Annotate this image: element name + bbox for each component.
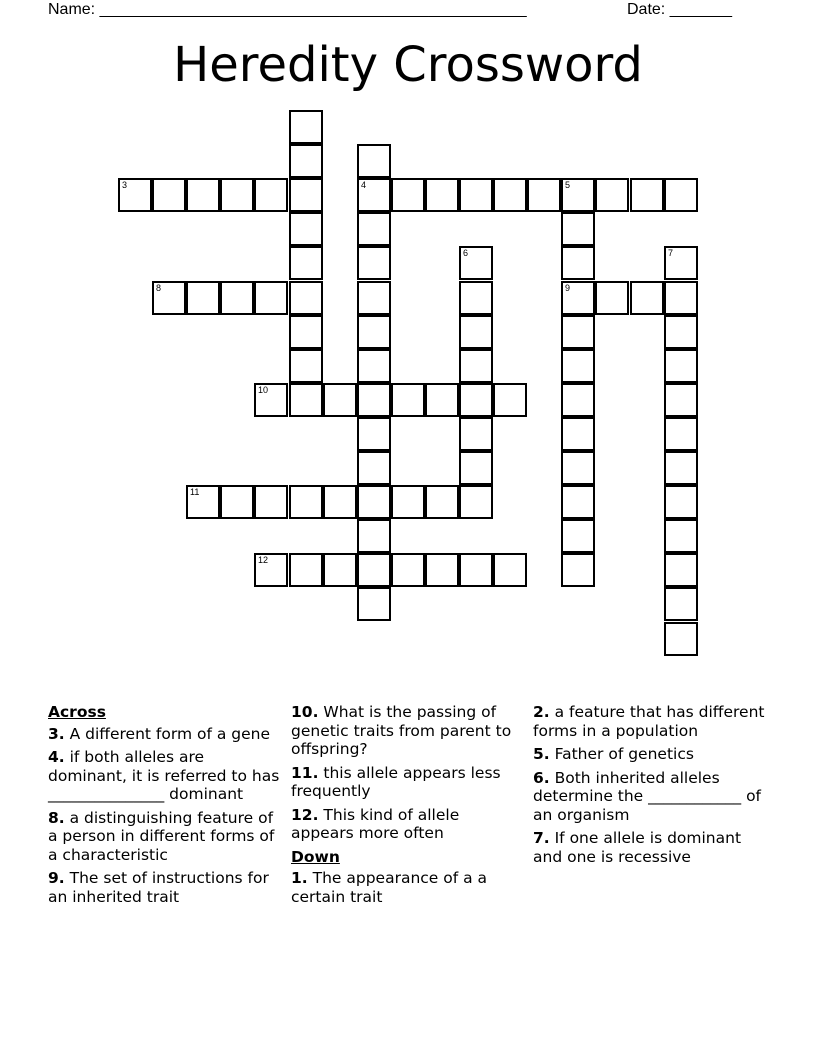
clue-number: 8. <box>48 808 65 827</box>
clue-text: If one allele is dominant and one is recessive <box>533 829 742 866</box>
clue-text: a distinguishing feature of a person in different forms of a characteristic <box>48 808 275 864</box>
clue-text: Father of genetics <box>549 745 694 763</box>
grid-cell[interactable] <box>493 178 527 212</box>
grid-cell[interactable] <box>254 485 288 519</box>
grid-cell[interactable] <box>186 485 220 519</box>
clue-text: this allele appears less frequently <box>291 763 501 800</box>
cell-number: 10 <box>258 385 269 395</box>
grid-cell[interactable] <box>561 519 595 553</box>
grid-cell[interactable] <box>289 349 323 383</box>
across-clue <box>48 869 280 906</box>
grid-cell[interactable] <box>425 178 459 212</box>
clue-number: 7. <box>533 829 550 847</box>
grid-cell[interactable] <box>493 553 527 587</box>
grid-cell[interactable] <box>357 519 391 553</box>
grid-cell[interactable] <box>561 349 595 383</box>
grid-cell[interactable] <box>664 587 698 621</box>
cell-number: 9 <box>565 283 571 293</box>
clue-text: This kind of allele appears more often <box>291 805 460 842</box>
grid-cell[interactable] <box>357 587 391 621</box>
clue-number: 9. <box>48 869 65 887</box>
cell-number: 8 <box>156 283 162 293</box>
grid-cell[interactable] <box>289 281 323 315</box>
down-heading: Down <box>291 847 340 866</box>
grid-cell[interactable] <box>254 553 288 587</box>
grid-cell[interactable] <box>527 178 561 212</box>
grid-cell[interactable] <box>561 553 595 587</box>
down-clue <box>291 869 523 906</box>
grid-cell[interactable] <box>561 246 595 280</box>
down-clue <box>533 703 765 740</box>
clue-number: 5. <box>533 745 550 763</box>
grid-cell[interactable] <box>357 349 391 383</box>
name-field-label: Name: ________________________________________________ <box>48 1 527 18</box>
grid-cell[interactable] <box>289 246 323 280</box>
grid-cell[interactable] <box>493 383 527 417</box>
grid-cell[interactable] <box>357 315 391 349</box>
across-clue <box>48 748 280 804</box>
grid-cell[interactable] <box>118 178 152 212</box>
grid-cell[interactable] <box>357 246 391 280</box>
grid-cell[interactable] <box>630 178 664 212</box>
grid-cell[interactable] <box>391 178 425 212</box>
grid-cell[interactable] <box>561 451 595 485</box>
grid-cell[interactable] <box>357 212 391 246</box>
grid-cell[interactable] <box>254 383 288 417</box>
down-clue <box>533 769 765 825</box>
clue-text: What is the passing of genetic traits from parent to offspring? <box>291 703 512 758</box>
grid-cell[interactable] <box>459 281 493 315</box>
across-clue <box>48 809 280 865</box>
grid-cell[interactable] <box>357 383 391 417</box>
grid-cell[interactable] <box>459 315 493 349</box>
cell-number: 6 <box>463 248 469 258</box>
grid-cell[interactable] <box>561 485 595 519</box>
cell-number: 12 <box>258 555 269 565</box>
grid-cell[interactable] <box>425 553 459 587</box>
grid-cell[interactable] <box>357 553 391 587</box>
header-line <box>48 0 768 20</box>
grid-cell[interactable] <box>561 383 595 417</box>
across-clue <box>291 806 523 843</box>
grid-cell[interactable] <box>289 383 323 417</box>
grid-cell[interactable] <box>561 178 595 212</box>
clue-text: if both alleles are dominant, it is referred to has _______________ dominant <box>48 748 280 803</box>
cell-number: 11 <box>190 487 200 497</box>
clue-text: The appearance of a a certain trait <box>291 869 488 906</box>
grid-cell[interactable] <box>220 178 254 212</box>
grid-cell[interactable] <box>664 349 698 383</box>
clue-number: 11. <box>291 763 319 782</box>
grid-cell[interactable] <box>357 178 391 212</box>
grid-cell[interactable] <box>289 485 323 519</box>
grid-cell[interactable] <box>664 622 698 656</box>
grid-cell[interactable] <box>595 178 629 212</box>
grid-cell[interactable] <box>664 451 698 485</box>
clue-number: 1. <box>291 869 308 887</box>
grid-cell[interactable] <box>459 383 493 417</box>
grid-cell[interactable] <box>630 281 664 315</box>
cell-number: 7 <box>668 248 674 258</box>
across-clue <box>291 703 523 759</box>
grid-cell[interactable] <box>459 485 493 519</box>
grid-cell[interactable] <box>459 246 493 280</box>
clues-column-2 <box>291 703 523 911</box>
grid-cell[interactable] <box>561 315 595 349</box>
grid-cell[interactable] <box>323 383 357 417</box>
down-clue <box>533 829 765 866</box>
clues-column-1 <box>48 703 280 911</box>
grid-cell[interactable] <box>220 485 254 519</box>
grid-cell[interactable] <box>357 281 391 315</box>
grid-cell[interactable] <box>664 246 698 280</box>
page-title: Heredity Crossword <box>173 37 643 93</box>
clue-number: 10. <box>291 703 319 721</box>
grid-cell[interactable] <box>323 485 357 519</box>
cell-number: 4 <box>361 180 367 190</box>
clues-column-3 <box>533 703 765 871</box>
grid-cell[interactable] <box>459 349 493 383</box>
grid-cell[interactable] <box>664 485 698 519</box>
grid-cell[interactable] <box>254 178 288 212</box>
down-clue <box>533 745 765 764</box>
grid-cell[interactable] <box>664 417 698 451</box>
date-field-label: Date: _______ <box>627 1 732 18</box>
grid-cell[interactable] <box>357 485 391 519</box>
cell-number: 5 <box>565 180 571 190</box>
clue-number: 12. <box>291 805 319 824</box>
grid-cell[interactable] <box>459 451 493 485</box>
grid-cell[interactable] <box>289 110 323 144</box>
grid-cell[interactable] <box>664 519 698 553</box>
grid-cell[interactable] <box>289 144 323 178</box>
grid-cell[interactable] <box>459 553 493 587</box>
clue-number: 2. <box>533 703 550 721</box>
clue-text: Both inherited alleles determine the ____________ of an organism <box>533 768 762 824</box>
grid-cell[interactable] <box>289 178 323 212</box>
grid-cell[interactable] <box>664 315 698 349</box>
grid-cell[interactable] <box>459 417 493 451</box>
grid-cell[interactable] <box>561 417 595 451</box>
grid-cell[interactable] <box>289 553 323 587</box>
across-clue <box>291 764 523 801</box>
grid-cell[interactable] <box>391 485 425 519</box>
grid-cell[interactable] <box>357 144 391 178</box>
clue-text: The set of instructions for an inherited trait <box>48 869 269 906</box>
cell-number: 3 <box>122 180 128 190</box>
grid-cell[interactable] <box>357 417 391 451</box>
grid-cell[interactable] <box>664 178 698 212</box>
grid-cell[interactable] <box>664 281 698 315</box>
grid-cell[interactable] <box>289 315 323 349</box>
clue-text: a feature that has different forms in a population <box>533 703 765 740</box>
grid-cell[interactable] <box>561 212 595 246</box>
clue-number: 4. <box>48 748 65 766</box>
grid-cell[interactable] <box>459 178 493 212</box>
grid-cell[interactable] <box>220 281 254 315</box>
grid-cell[interactable] <box>357 451 391 485</box>
grid-cell[interactable] <box>323 553 357 587</box>
grid-cell[interactable] <box>391 383 425 417</box>
grid-cell[interactable] <box>425 485 459 519</box>
clue-text: A different form of a gene <box>64 724 270 743</box>
grid-cell[interactable] <box>254 281 288 315</box>
across-clue <box>48 725 280 744</box>
grid-cell[interactable] <box>425 383 459 417</box>
across-heading: Across <box>48 703 106 721</box>
clue-number: 3. <box>48 724 65 743</box>
grid-cell[interactable] <box>152 281 186 315</box>
grid-cell[interactable] <box>561 281 595 315</box>
grid-cell[interactable] <box>186 178 220 212</box>
grid-cell[interactable] <box>595 281 629 315</box>
grid-cell[interactable] <box>664 553 698 587</box>
grid-cell[interactable] <box>186 281 220 315</box>
clue-number: 6. <box>533 768 550 787</box>
grid-cell[interactable] <box>289 212 323 246</box>
grid-cell[interactable] <box>152 178 186 212</box>
grid-cell[interactable] <box>391 553 425 587</box>
grid-cell[interactable] <box>664 383 698 417</box>
